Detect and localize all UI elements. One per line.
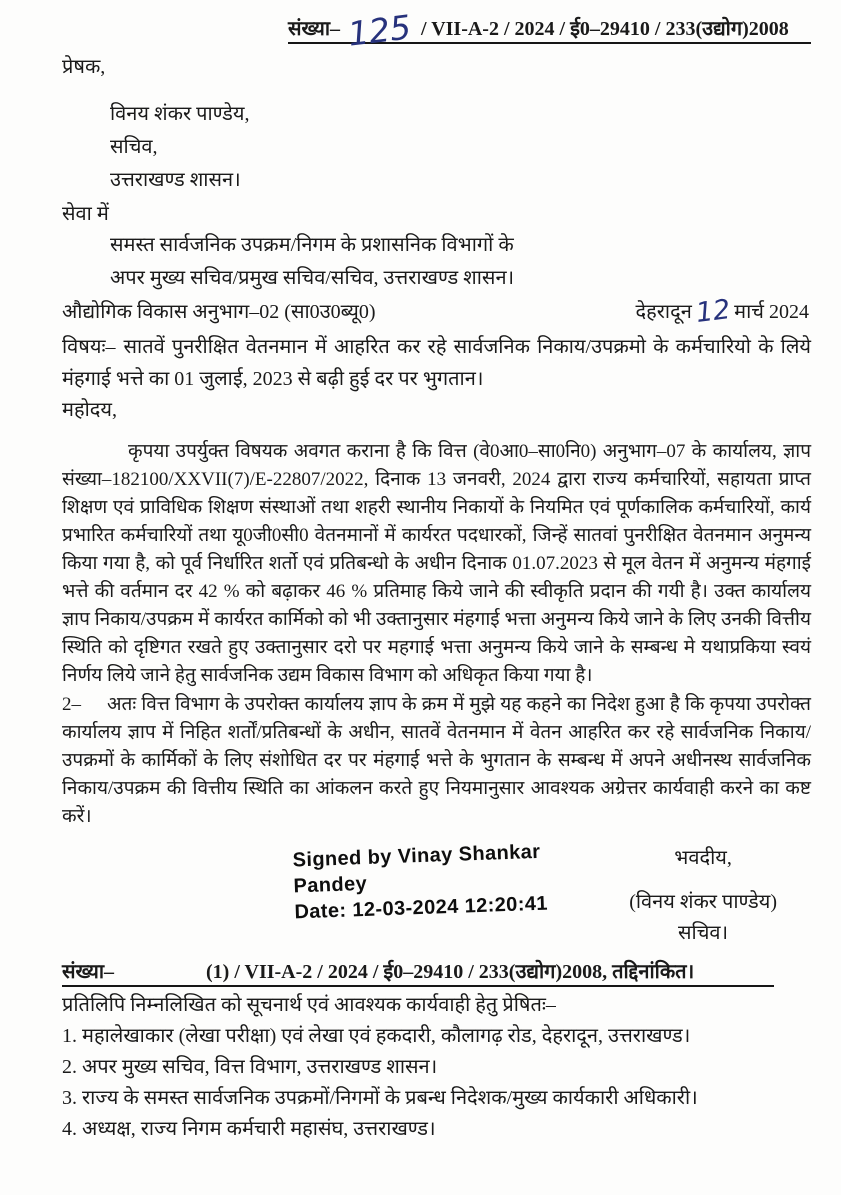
sender-name: विनय शंकर पाण्डेय, <box>110 103 250 125</box>
footer-reference-label: संख्या– <box>62 961 114 983</box>
department-date-row <box>62 296 811 328</box>
sender-government: उत्तराखण्ड शासन। <box>110 169 241 191</box>
footer-reference-rest: (1) / VII-A-2 / 2024 / ई0–29410 / 233(उद्योग)2008, तद्दिनांकित। <box>206 961 695 983</box>
copy-list <box>62 1021 811 1145</box>
paragraph-2-number: 2– <box>62 694 81 715</box>
handwritten-day: 12 <box>693 294 732 329</box>
addressee-block <box>110 229 811 295</box>
salutation: महोदय, <box>62 399 117 421</box>
place-date <box>635 296 809 328</box>
stamp-line-2: Pandey <box>293 872 368 898</box>
sender-designation: सचिव, <box>110 136 158 158</box>
sender-block <box>110 98 811 197</box>
handwritten-ref-number: 125 <box>345 7 414 54</box>
copy-list-item: 3. राज्य के समस्त सार्वजनिक उपक्रमों/निगमों के प्रबन्ध निदेशक/मुख्य कार्यकारी अधिकारी। <box>62 1087 698 1109</box>
month-year: मार्च 2024 <box>734 301 809 323</box>
addressee-line-1: समस्त सार्वजनिक उपक्रम/निगम के प्रशासनिक विभागों के <box>110 234 514 256</box>
body-paragraph-1: कृपया उपर्युक्त विषयक अवगत कराना है कि वित्त (वे0आ0–सा0नि0) अनुभाग–07 के कार्यालय, ज्ञाप संख्या–182100/XXVII(7)/E-22807/2022, दिनाक 13 जनवरी, 2024 द्वारा राज्य कर्मचारियों, सहायता प्राप्त शिक्षण एवं प्राविधिक शिक्षण संस्थाओं तथा शहरी स्थानीय निकायों के नियमित एवं पूर्णकालिक कर्मचारियों, कार्य प्रभारित कर्मचारियों तथा यू0जी0सी0 वेतनमानों में कार्यरत पदधारकों, जिन्हें सातवां पुनरीक्षित वेतनमान अनुमन्य किया गया है, को पूर्व निर्धारित शर्तो एवं प्रतिबन्धो के अधीन दिनाक 01.07.2023 से मूल वेतन में अनुमन्य मंहगाई भत्ते की वर्तमान दर 42 % को बढ़ाकर 46 % प्रतिमाह किये जाने की स्वीकृति प्रदान की गयी है। उक्त कार्यालय ज्ञाप निकाय/उपक्रम में कार्यरत कार्मिको को भी उक्तानुसार मंहगाई भत्ता अनुमन्य किये जाने के लिए उनकी वित्तीय स्थिति को दृष्टिगत रखते हुए उक्तानुसार दरो पर महगाई भत्ता अनुमन्य किये जाने के सम्बन्ध मे यथाप्रकिया स्वयं निर्णय लिये जाने हेतु सार्वजनिक उद्यम विकास विभाग को अधिकृत किया गया है। <box>62 441 811 686</box>
footer-reference-line <box>62 957 774 987</box>
signature-row <box>62 840 811 949</box>
reference-rest: / VII-A-2 / 2024 / ई0–29410 / 233(उद्योग)2008 <box>421 18 789 40</box>
subject-line <box>62 331 811 395</box>
stamp-line-3: Date: 12-03-2024 12:20:41 <box>294 892 549 924</box>
from-label: प्रेषक, <box>62 56 106 78</box>
subject-label: विषयः– <box>62 336 116 358</box>
reference-label: संख्या– <box>288 18 340 40</box>
closing-name: (विनय शंकर पाण्डेय) <box>629 891 777 913</box>
subject-text: सातवें पुनरीक्षित वेतनमान में आहरित कर रहे सार्वजनिक निकाय/उपक्रमो के कर्मचारियो के लिये मंहगाई भत्ते का 01 जुलाई, 2023 से बढ़ी हुई दर पर भुगतान। <box>62 336 811 390</box>
copy-list-item: 2. अपर मुख्य सचिव, वित्त विभाग, उत्तराखण्ड शासन। <box>62 1056 438 1078</box>
reference-line <box>288 7 811 54</box>
copy-list-item: 4. अध्यक्ष, राज्य निगम कर्मचारी महासंघ, उत्तराखण्ड। <box>62 1118 436 1140</box>
addressee-line-2: अपर मुख्य सचिव/प्रमुख सचिव/सचिव, उत्तराखण्ड शासन। <box>110 267 515 289</box>
copy-list-item: 1. महालेखाकार (लेखा परीक्षा) एवं लेखा एवं हकदारी, कौलागढ़ रोड, देहरादून, उत्तराखण्ड। <box>62 1025 691 1047</box>
body-paragraph-2 <box>62 691 811 831</box>
copy-intro-line: प्रतिलिपि निम्नलिखित को सूचनार्थ एवं आवश्यक कार्यवाही हेतु प्रेषितः– <box>62 994 556 1016</box>
digital-signature-stamp <box>292 839 549 954</box>
department-section: औद्योगिक विकास अनुभाग–02 (सा0उ0ब्यू0) <box>62 301 376 323</box>
closing-designation: सचिव। <box>678 922 729 944</box>
paragraph-2-text: अतः वित्त विभाग के उपरोक्त कार्यालय ज्ञाप के क्रम में मुझे यह कहने का निदेश हुआ है कि कृपया उपरोक्त कार्यालय ज्ञाप में निहित शर्तों/प्रतिबन्धों के अधीन, सातवें वेतनमान में वेतन आहरित कर रहे सार्वजनिक निकाय/उपक्रमों के कार्मिकों के लिए संशोधित दर पर मंहगाई भत्ते के भुगतान के सम्बन्ध में अपने अधीनस्थ सार्वजनिक निकाय/उपक्रम की वित्तीय स्थिति का आंकलन करते हुए नियमानुसार आवश्यक अग्रेत्तर कार्यवाही करने का कष्ट करें। <box>62 694 811 827</box>
closing-salutation: भवदीय, <box>674 847 732 869</box>
closing-block <box>629 843 777 949</box>
place: देहरादून <box>635 301 692 323</box>
to-label: सेवा में <box>62 203 109 225</box>
stamp-line-1: Signed by Vinay Shankar <box>292 840 541 872</box>
